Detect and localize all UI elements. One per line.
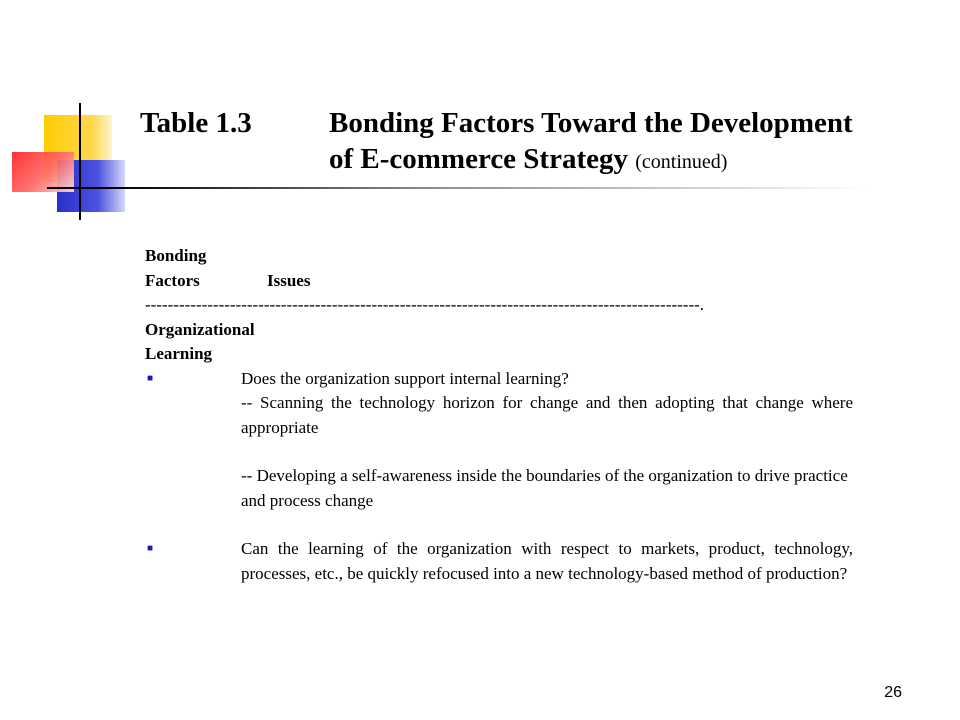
title-line-2: of E-commerce Strategy (continued) bbox=[329, 143, 728, 175]
title-suffix: (continued) bbox=[635, 151, 728, 173]
subpoint-text: -- Scanning the technology horizon for change and then adopting that change where appropriate bbox=[241, 393, 853, 437]
slide-title bbox=[329, 105, 853, 180]
vertical-rule bbox=[79, 103, 81, 220]
question-text: Does the organization support internal learning? bbox=[241, 368, 569, 388]
red-square-shape bbox=[12, 152, 74, 192]
divider-line: --------------------------------------------------------------------------------------------------. bbox=[145, 295, 705, 314]
factor-name-line-1: Organizational bbox=[145, 319, 255, 339]
table-content bbox=[145, 244, 865, 586]
header-issues: Issues bbox=[267, 270, 311, 290]
header-bonding: Bonding bbox=[145, 246, 207, 265]
title-line-1: Bonding Factors Toward the Development bbox=[329, 107, 853, 139]
list-item bbox=[145, 367, 865, 392]
header-row bbox=[145, 269, 865, 294]
list-item bbox=[145, 537, 865, 586]
bullet-square-icon: ■ bbox=[147, 372, 154, 384]
page-number: 26 bbox=[884, 684, 902, 701]
header-factors: Factors bbox=[145, 270, 200, 290]
title-underline-rule bbox=[47, 187, 867, 189]
subpoint-text: -- Developing a self-awareness inside the boundaries of the organization to drive practice and process change bbox=[241, 466, 848, 510]
question-text: Can the learning of the organization with respect to markets, product, technology, processes, etc., be quickly refocused into a new technology-based method of production? bbox=[241, 539, 853, 583]
bullet-square-icon: ■ bbox=[147, 543, 154, 554]
table-label: Table 1.3 bbox=[140, 107, 252, 139]
factor-name-line-2: Learning bbox=[145, 344, 213, 363]
